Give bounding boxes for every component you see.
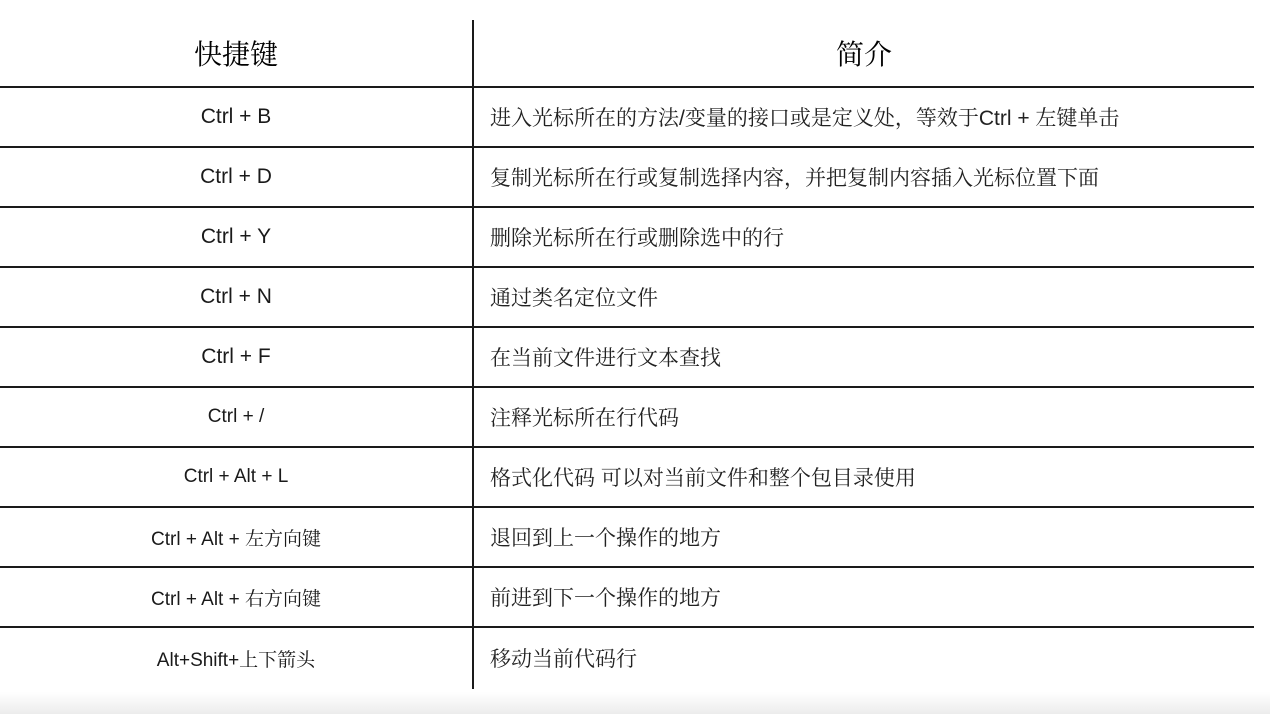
table-row [0,508,1254,568]
table-row [0,208,1254,268]
shortcut-cell: Ctrl + B [200,105,272,128]
table-row [0,568,1254,628]
description-cell: 前进到下一个操作的地方 [490,587,721,610]
description-cell: 删除光标所在行或删除选中的行 [490,227,784,250]
table-row [0,628,1254,688]
shortcut-cell: Ctrl + N [200,285,272,308]
description-cell: 移动当前代码行 [490,648,637,671]
table-row [0,268,1254,328]
shortcut-cell: Ctrl + Alt + 左方向键 [151,528,321,550]
description-cell: 复制光标所在行或复制选择内容，并把复制内容插入光标位置下面 [490,167,1099,190]
shortcut-cell: Ctrl + Y [200,225,272,248]
description-cell: 格式化代码 可以对当前文件和整个包目录使用 [490,467,916,490]
description-cell: 退回到上一个操作的地方 [490,527,721,550]
shortcut-cell: Alt+Shift+上下箭头 [156,649,316,671]
bottom-shadow-bar [0,692,1270,714]
header-description: 简介 [835,39,892,70]
description-cell: 通过类名定位文件 [490,287,658,310]
shortcut-table [0,20,1254,688]
description-cell: 在当前文件进行文本查找 [490,347,721,370]
description-cell: 进入光标所在的方法/变量的接口或是定义处，等效于Ctrl + 左键单击 [490,107,1120,130]
table-row [0,88,1254,148]
table-row [0,448,1254,508]
shortcut-cell: Ctrl + Alt + L [183,466,289,487]
shortcut-cell: Ctrl + Alt + 右方向键 [151,588,321,610]
table-row [0,148,1254,208]
description-cell: 注释光标所在行代码 [490,407,679,430]
shortcut-cell: Ctrl + D [200,165,272,188]
table-row [0,388,1254,448]
table-row [0,328,1254,388]
table-header-row [0,20,1254,88]
header-shortcut: 快捷键 [193,39,278,70]
shortcut-cell: Ctrl + F [201,345,271,368]
shortcut-cell: Ctrl + / [207,406,265,427]
